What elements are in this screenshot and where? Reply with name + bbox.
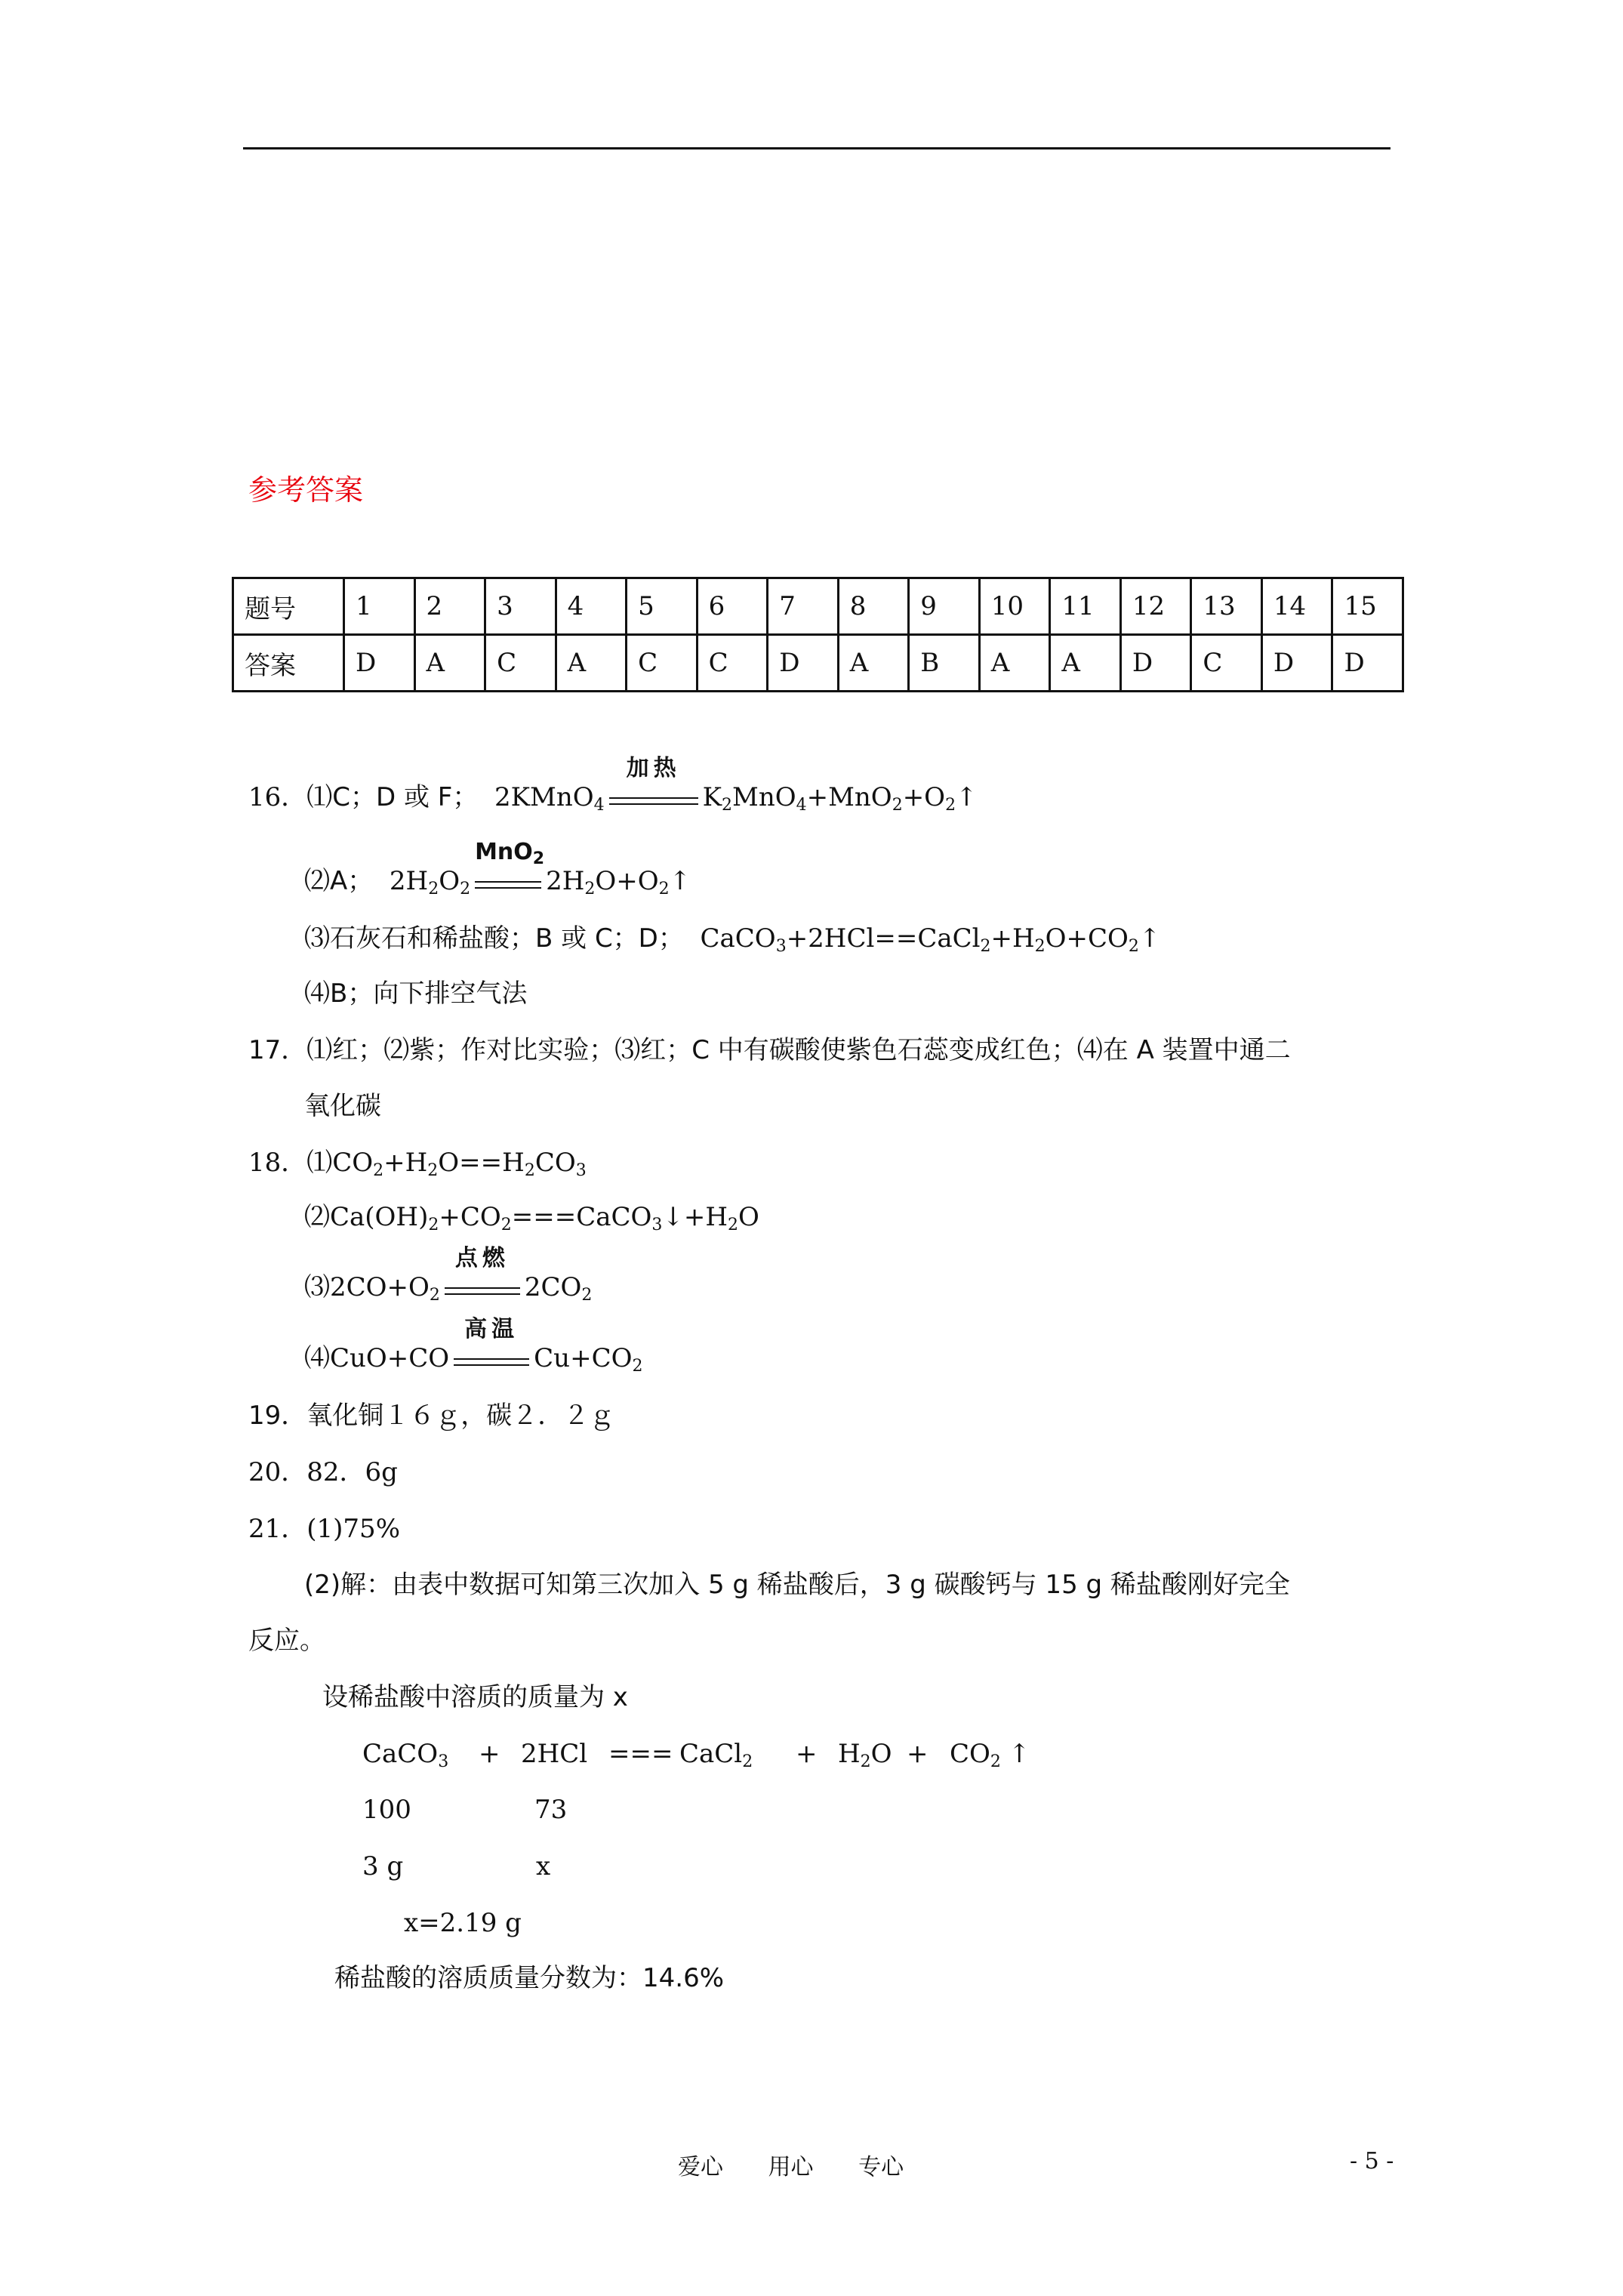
q18-line2: $⑵Ca(OH)_2+CO_2===CaCO_3↓+H_2O$ — [304, 1202, 759, 1234]
table-cell-answer: A — [838, 635, 909, 692]
page-number: - 5 - — [1350, 2148, 1394, 2174]
table-cell-answer: C — [485, 635, 556, 692]
q21-eq-cacl2: CaCl$_2$ — [679, 1739, 753, 1771]
table-answer-label: 答案 — [233, 635, 344, 692]
q21-line3: 反应。 — [248, 1626, 325, 1656]
q21-eq-plus: + — [796, 1739, 818, 1769]
q21-assume: 设稀盐酸中溶质的质量为 x — [322, 1682, 628, 1712]
reaction-condition: 加热 — [609, 781, 698, 814]
table-cell-answer: B — [909, 635, 980, 692]
reaction-condition: MnO$_2$ — [475, 864, 541, 898]
q21-eq-plus: + — [479, 1739, 500, 1769]
gas-arrow-icon: ↑ — [1009, 1739, 1030, 1769]
answer-table — [232, 577, 1404, 692]
q21-result: x=2.19 g — [404, 1908, 522, 1938]
reaction-condition: 高温 — [454, 1342, 529, 1375]
q17-line1: 17．⑴红；⑵紫；作对比实验；⑶红；C 中有碳酸使紫色石蕊变成红色；⑷在 A 装置中通二 — [248, 1035, 1291, 1065]
gas-arrow-icon: ↑ — [1138, 923, 1161, 954]
table-cell-number: 6 — [697, 578, 768, 635]
table-cell-answer: D — [1332, 635, 1403, 692]
table-cell-answer: A — [1050, 635, 1121, 692]
q16-line3: ⑶石灰石和稀盐酸；B 或 C；D； $CaCO_3+2HCl==CaCl_2+H_2O+CO_2↑$ — [304, 923, 1161, 956]
table-cell-answer: C — [627, 635, 698, 692]
table-cell-answer: D — [1261, 635, 1332, 692]
q16-line2: ⑵A； $2H_2O_2$ MnO$_2$ $2H_2O+O_2↑$ — [304, 839, 691, 898]
q19-line: 19．氧化铜１６ｇ，碳２．２ｇ — [248, 1401, 615, 1431]
table-cell-number: 4 — [556, 578, 627, 635]
table-cell-answer: A — [556, 635, 627, 692]
q18-line4: ⑷CuO+CO 高温 $Cu+CO_2$ — [304, 1316, 643, 1376]
q21-line2: (2)解：由表中数据可知第三次加入 5 g 稀盐酸后，3 g 碳酸钙与 15 g 稀盐酸刚好完全 — [304, 1570, 1290, 1600]
table-cell-number: 8 — [838, 578, 909, 635]
table-cell-answer: D — [1120, 635, 1191, 692]
q21-eq-plus: + — [907, 1739, 929, 1769]
reaction-condition: 点燃 — [445, 1271, 520, 1304]
table-cell-answer: C — [1191, 635, 1262, 692]
table-cell-number: 3 — [485, 578, 556, 635]
q18-line1: 18．$⑴CO_2+H_2O==H_2CO_3$ — [248, 1148, 587, 1180]
q21-eq-co2: $CO_2$ — [950, 1739, 1001, 1771]
table-cell-number: 13 — [1191, 578, 1262, 635]
q21-value-x: x — [536, 1851, 551, 1881]
q21-line1: 21．(1)75% — [248, 1514, 400, 1544]
table-cell-number: 2 — [414, 578, 485, 635]
table-cell-number: 15 — [1332, 578, 1403, 635]
table-cell-number: 5 — [627, 578, 698, 635]
table-row-answers — [233, 635, 1403, 692]
q16-number: 16． — [248, 782, 307, 812]
q21-eq-hcl: 2HCl — [521, 1739, 588, 1769]
table-cell-number: 9 — [909, 578, 980, 635]
gas-arrow-icon: ↑ — [669, 866, 691, 896]
table-cell-number: 1 — [344, 578, 415, 635]
q18-line3: $⑶2CO+O_2$ 点燃 $2CO_2$ — [304, 1245, 593, 1305]
table-cell-number: 11 — [1050, 578, 1121, 635]
section-title: 参考答案 — [248, 473, 364, 507]
q21-eq-h2o: $H_2O$ — [838, 1739, 892, 1771]
table-cell-number: 10 — [979, 578, 1050, 635]
table-cell-answer: D — [344, 635, 415, 692]
q21-conclusion: 稀盐酸的溶质质量分数为：14.6% — [334, 1963, 725, 1993]
gas-arrow-icon: ↑ — [956, 782, 978, 812]
q21-value-caco3: 3 g — [362, 1851, 404, 1881]
q16-line1: 16．⑴C；D 或 F； 2KMnO$_4$ 加热 $K_2MnO_4+MnO_2+O_2↑$ — [248, 755, 978, 815]
table-row-numbers — [233, 578, 1403, 635]
q21-eq-caco3: CaCO$_3$ — [362, 1739, 449, 1771]
table-cell-number: 12 — [1120, 578, 1191, 635]
footer-text: 爱心 用心 专心 — [678, 2154, 904, 2180]
table-cell-number: 7 — [768, 578, 839, 635]
table-cell-number: 14 — [1261, 578, 1332, 635]
q17-line2: 氧化碳 — [304, 1091, 381, 1121]
table-cell-answer: D — [768, 635, 839, 692]
header-rule — [243, 147, 1390, 149]
table-cell-answer: A — [979, 635, 1050, 692]
table-cell-answer: C — [697, 635, 768, 692]
table-header-label: 题号 — [233, 578, 344, 635]
q20-line: 20．82．6g — [248, 1457, 398, 1487]
q21-mass-caco3: 100 — [362, 1795, 411, 1825]
q21-mass-hcl: 73 — [534, 1795, 568, 1825]
q16-line4: ⑷B；向下排空气法 — [304, 978, 528, 1009]
q21-eq-equals: === — [608, 1739, 673, 1769]
table-cell-answer: A — [414, 635, 485, 692]
